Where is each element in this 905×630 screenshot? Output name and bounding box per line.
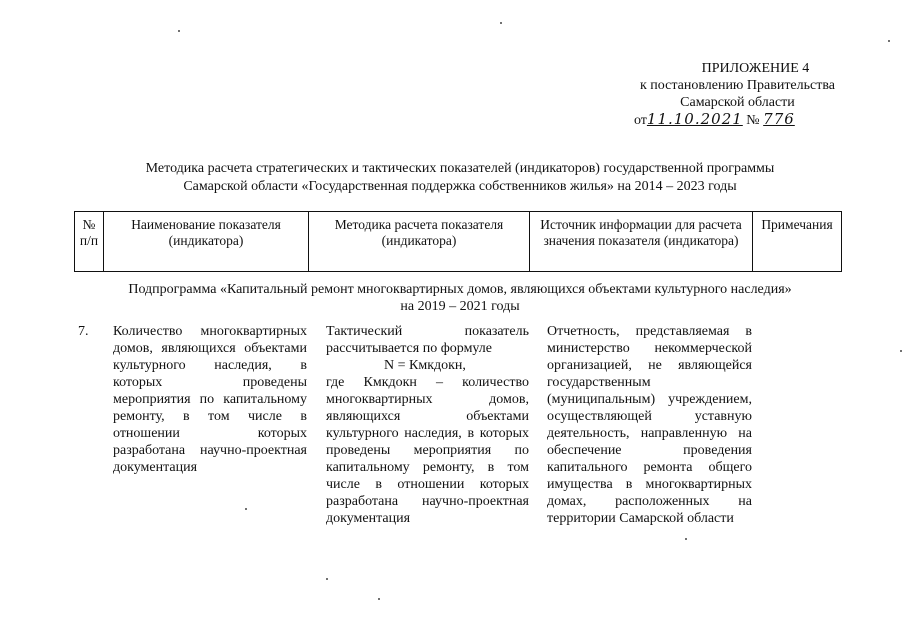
header-source: Источник информации для расчета значения показателя (индикатора) <box>530 212 753 272</box>
header-name: Наименование показателя (индикатора) <box>104 212 309 272</box>
row-number: 7. <box>78 324 89 339</box>
row-indicator-name: Количество многоквартирных домов, являющихся объектами культурного наследия, в которых проведены мероприятия по капитальному ремонту, в том числе в отношении которых разработана научно-проектная документация <box>113 324 307 475</box>
subprogram-line-1: Подпрограмма «Капитальный ремонт многоквартирных домов, являющихся объектами культурного наследия» <box>128 282 792 297</box>
scan-speck <box>178 30 180 32</box>
number-sign: № <box>746 113 760 128</box>
scan-speck <box>378 598 380 600</box>
scan-speck <box>888 40 890 42</box>
appendix-block <box>633 60 835 129</box>
header-notes: Примечания <box>753 212 842 272</box>
handwritten-date: 11.10.2021 <box>646 110 743 128</box>
scan-speck <box>900 350 902 352</box>
indicator-table-header <box>74 211 842 272</box>
appendix-region: Самарской области <box>680 95 795 110</box>
subprogram-heading <box>60 281 860 315</box>
row-source: Отчетность, представляемая в министерство некоммерческой организацией, не являющейся государственным (муниципальным) учреждением, осуществляющей уставную деятельность, направленную на обеспечение проведения капитального ремонта общего имущества в многоквартирных домах, расположенных на территории Самарской области <box>547 324 752 526</box>
scan-speck <box>326 578 328 580</box>
date-prefix: от <box>633 113 647 128</box>
appendix-title: ПРИЛОЖЕНИЕ 4 <box>701 61 810 76</box>
row-method <box>326 323 529 527</box>
header-method: Методика расчета показателя (индикатора) <box>309 212 530 272</box>
header-number: № п/п <box>75 212 104 272</box>
scan-speck <box>685 538 687 540</box>
method-formula: N = Кмкдокн, <box>384 358 466 373</box>
appendix-resolution: к постановлению Правительства <box>639 78 835 93</box>
scan-speck <box>245 508 247 510</box>
scan-speck <box>500 22 502 24</box>
method-intro: Тактический показатель рассчитывается по формуле <box>326 324 529 356</box>
title-line-1: Методика расчета стратегических и тактических показателей (индикаторов) государственной программы <box>145 161 775 176</box>
handwritten-number: 776 <box>763 110 795 128</box>
method-description: где Кмкдокн – количество многоквартирных домов, являющихся объектами культурного наследия, в которых проведены мероприятия по капитальному ремонту, в том числе в отношении которых разработана научно-проектная документация <box>326 375 529 526</box>
subprogram-line-2: на 2019 – 2021 годы <box>400 299 520 314</box>
document-title <box>60 160 860 196</box>
appendix-date-line <box>634 111 835 129</box>
title-line-2: Самарской области «Государственная поддержка собственников жилья» на 2014 – 2023 годы <box>183 179 737 194</box>
